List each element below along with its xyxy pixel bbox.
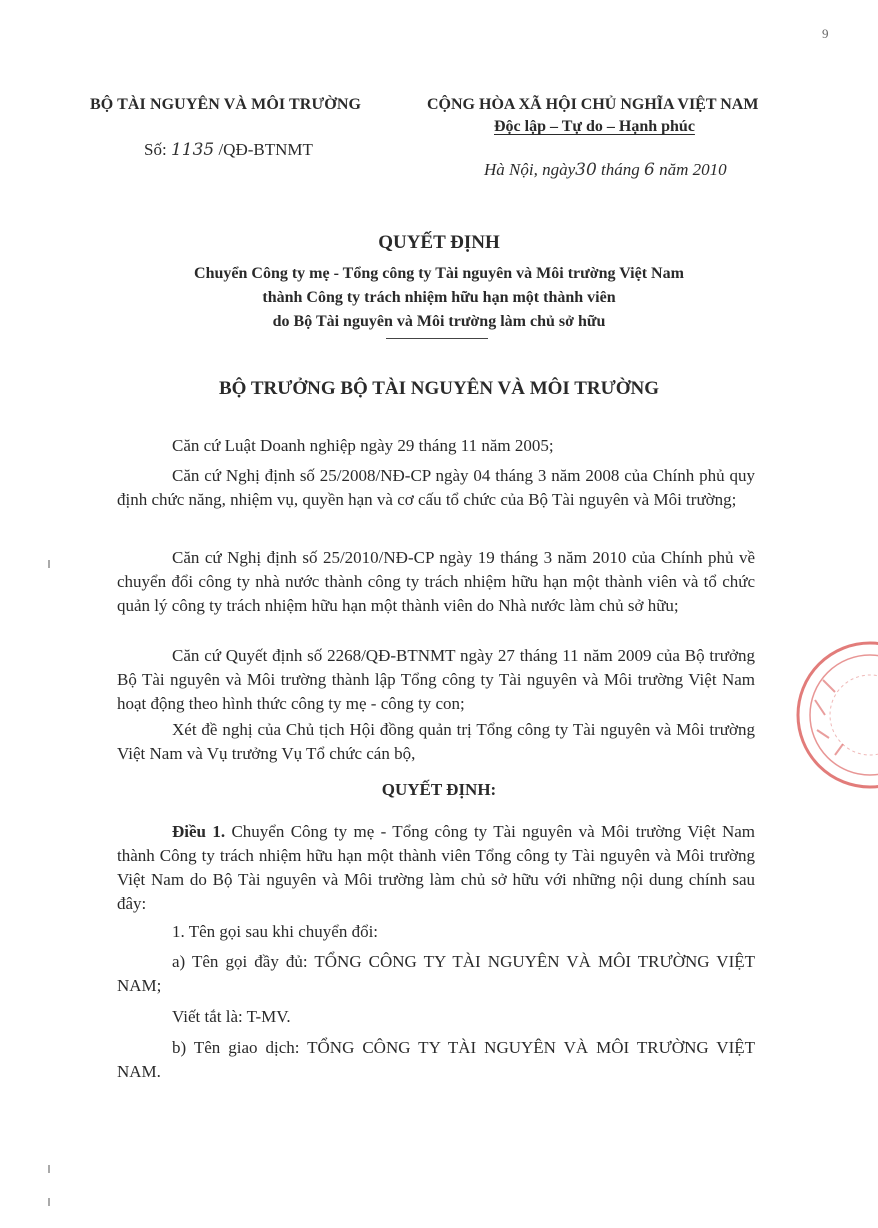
basis-paragraph: Căn cứ Nghị định số 25/2010/NĐ-CP ngày 19 tháng 3 năm 2010 của Chính phủ về chuyển đổi công ty nhà nước thành công ty trách nhiệm hữu hạn một thành viên và tổ chức quản lý công ty trách nhiệm hữu hạn một thành viên do Nhà nước làm chủ sở hữu; xyxy=(117,548,755,615)
document-subject xyxy=(0,262,878,334)
national-motto: Độc lập – Tự do – Hạnh phúc xyxy=(494,118,695,135)
item-a: a) Tên gọi đầy đủ: TỔNG CÔNG TY TÀI NGUYÊN VÀ MÔI TRƯỜNG VIỆT NAM; xyxy=(117,952,755,995)
date-year: năm 2010 xyxy=(659,160,727,179)
issue-date xyxy=(484,160,727,180)
decision-number xyxy=(144,140,313,160)
decision-heading: QUYẾT ĐỊNH: xyxy=(381,780,497,799)
issuing-organization: BỘ TÀI NGUYÊN VÀ MÔI TRƯỜNG xyxy=(90,96,362,113)
item-b: b) Tên giao dịch: TỔNG CÔNG TY TÀI NGUYÊN VÀ MÔI TRƯỜNG VIỆT NAM. xyxy=(117,1038,755,1081)
title-divider xyxy=(386,338,488,339)
article-1-text: Chuyển Công ty mẹ - Tổng công ty Tài nguyên và Môi trường Việt Nam thành Công ty trách nhiệm hữu hạn một thành viên Tổng công ty Tài nguyên và Môi trường Việt Nam do Bộ Tài nguyên và Môi trường làm chủ sở hữu với những nội dung chính sau đây: xyxy=(117,822,756,913)
date-day: 30 xyxy=(575,160,597,180)
subject-line-3: do Bộ Tài nguyên và Môi trường làm chủ sở hữu xyxy=(272,313,606,330)
item-abbreviation: Viết tắt là: T-MV. xyxy=(172,1007,291,1026)
document-type-heading: QUYẾT ĐỊNH xyxy=(378,232,500,253)
issuer-heading: BỘ TRƯỞNG BỘ TÀI NGUYÊN VÀ MÔI TRƯỜNG xyxy=(218,378,660,399)
subject-line-2: thành Công ty trách nhiệm hữu hạn một thành viên xyxy=(262,289,616,306)
number-handwritten: 1135 xyxy=(170,140,215,160)
page-number: 9 xyxy=(822,26,829,41)
red-seal-stamp xyxy=(795,640,878,790)
item-1: 1. Tên gọi sau khi chuyển đổi: xyxy=(172,922,379,941)
date-month-word: tháng xyxy=(601,160,640,179)
basis-paragraph: Căn cứ Quyết định số 2268/QĐ-BTNMT ngày 27 tháng 11 năm 2009 của Bộ trưởng Bộ Tài nguyên và Môi trường thành lập Tổng công ty Tài nguyên và Môi trường Việt Nam hoạt động theo hình thức công ty mẹ - công ty con; xyxy=(117,646,755,713)
number-prefix: Số: xyxy=(144,140,167,159)
basis-paragraph: Căn cứ Luật Doanh nghiệp ngày 29 tháng 11 năm 2005; xyxy=(172,436,554,455)
national-title: CỘNG HÒA XÃ HỘI CHỦ NGHĨA VIỆT NAM xyxy=(427,96,759,113)
article-1 xyxy=(117,820,755,916)
date-place: Hà Nội, ngày xyxy=(484,160,576,179)
scan-mark xyxy=(48,1198,50,1206)
scan-mark xyxy=(48,560,50,568)
basis-paragraph: Căn cứ Nghị định số 25/2008/NĐ-CP ngày 04 tháng 3 năm 2008 của Chính phủ quy định chức năng, nhiệm vụ, quyền hạn và cơ cấu tổ chức của Bộ Tài nguyên và Môi trường; xyxy=(117,466,755,509)
number-suffix: /QĐ-BTNMT xyxy=(218,140,313,159)
subject-line-1: Chuyển Công ty mẹ - Tổng công ty Tài nguyên và Môi trường Việt Nam xyxy=(194,265,684,282)
date-month: 6 xyxy=(644,160,655,180)
scan-mark xyxy=(48,1165,50,1173)
basis-paragraph: Xét đề nghị của Chủ tịch Hội đồng quản trị Tổng công ty Tài nguyên và Môi trường Việt Nam và Vụ trưởng Vụ Tổ chức cán bộ, xyxy=(117,720,755,763)
article-1-label: Điều 1. xyxy=(172,822,226,841)
